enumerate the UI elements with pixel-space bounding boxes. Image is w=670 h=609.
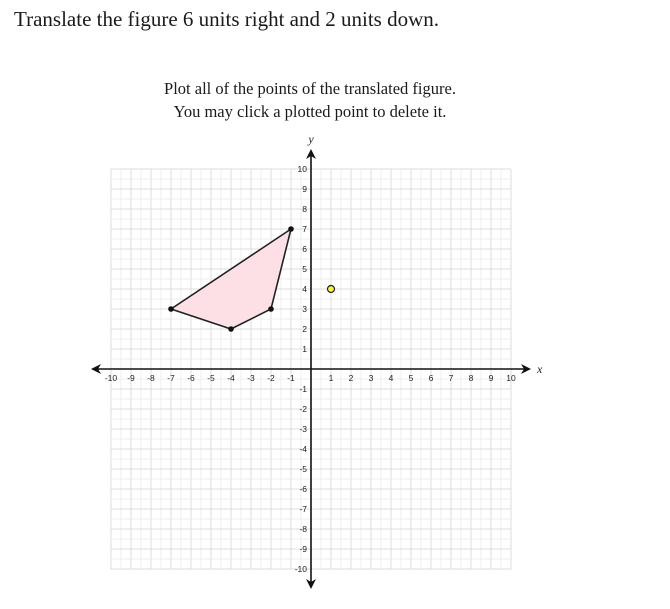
x-tick-label: 7	[448, 373, 454, 383]
y-tick-label: -1	[299, 384, 307, 394]
instruction-line-plot: Plot all of the points of the translated figure.	[164, 79, 456, 98]
x-tick-label: -5	[207, 373, 215, 383]
y-tick-label: -8	[299, 524, 307, 534]
question-text: Translate the figure 6 units right and 2 units down.	[14, 7, 440, 31]
plotted-point[interactable]	[328, 286, 335, 293]
y-tick-label: -5	[299, 464, 307, 474]
y-tick-label: 7	[302, 224, 307, 234]
x-tick-label: 6	[428, 373, 434, 383]
x-tick-label: 9	[488, 373, 494, 383]
y-tick-label: 6	[302, 244, 307, 254]
y-tick-label: 5	[302, 264, 307, 274]
y-tick-label: 8	[302, 204, 307, 214]
plotted-points[interactable]	[328, 286, 335, 293]
x-tick-label: 4	[388, 373, 394, 383]
y-tick-label: -6	[299, 484, 307, 494]
x-tick-label: -1	[287, 373, 295, 383]
y-tick-label: 3	[302, 304, 307, 314]
y-tick-label: 9	[302, 184, 307, 194]
figure-vertex	[268, 306, 274, 312]
y-tick-label: -4	[299, 444, 307, 454]
y-tick-label: -9	[299, 544, 307, 554]
x-tick-label: 3	[368, 373, 374, 383]
axes	[91, 149, 531, 589]
instruction-line-delete: You may click a plotted point to delete it.	[173, 102, 447, 121]
y-axis-label: y	[308, 132, 314, 146]
figure-vertex	[228, 326, 234, 332]
x-tick-label: 8	[468, 373, 474, 383]
y-tick-label: -7	[299, 504, 307, 514]
x-tick-label: -6	[187, 373, 195, 383]
x-tick-label: -7	[167, 373, 175, 383]
x-tick-label: -8	[147, 373, 155, 383]
x-tick-label: 5	[408, 373, 414, 383]
x-tick-label: 1	[328, 373, 334, 383]
y-tick-label: 4	[302, 284, 307, 294]
y-tick-label: -2	[299, 404, 307, 414]
x-tick-label: -9	[127, 373, 135, 383]
x-tick-label: 2	[348, 373, 354, 383]
y-tick-label: -3	[299, 424, 307, 434]
x-tick-label: -2	[267, 373, 275, 383]
y-tick-label: -10	[294, 564, 307, 574]
x-axis-label: x	[537, 362, 543, 376]
y-tick-label: 1	[302, 344, 307, 354]
x-tick-label: -4	[227, 373, 235, 383]
x-tick-label: -3	[247, 373, 255, 383]
y-tick-label: 10	[297, 164, 307, 174]
figure-vertex	[288, 226, 294, 232]
y-tick-label: 2	[302, 324, 307, 334]
x-tick-label: -10	[104, 373, 118, 383]
figure-vertex	[168, 306, 174, 312]
x-tick-label: 10	[506, 373, 516, 383]
